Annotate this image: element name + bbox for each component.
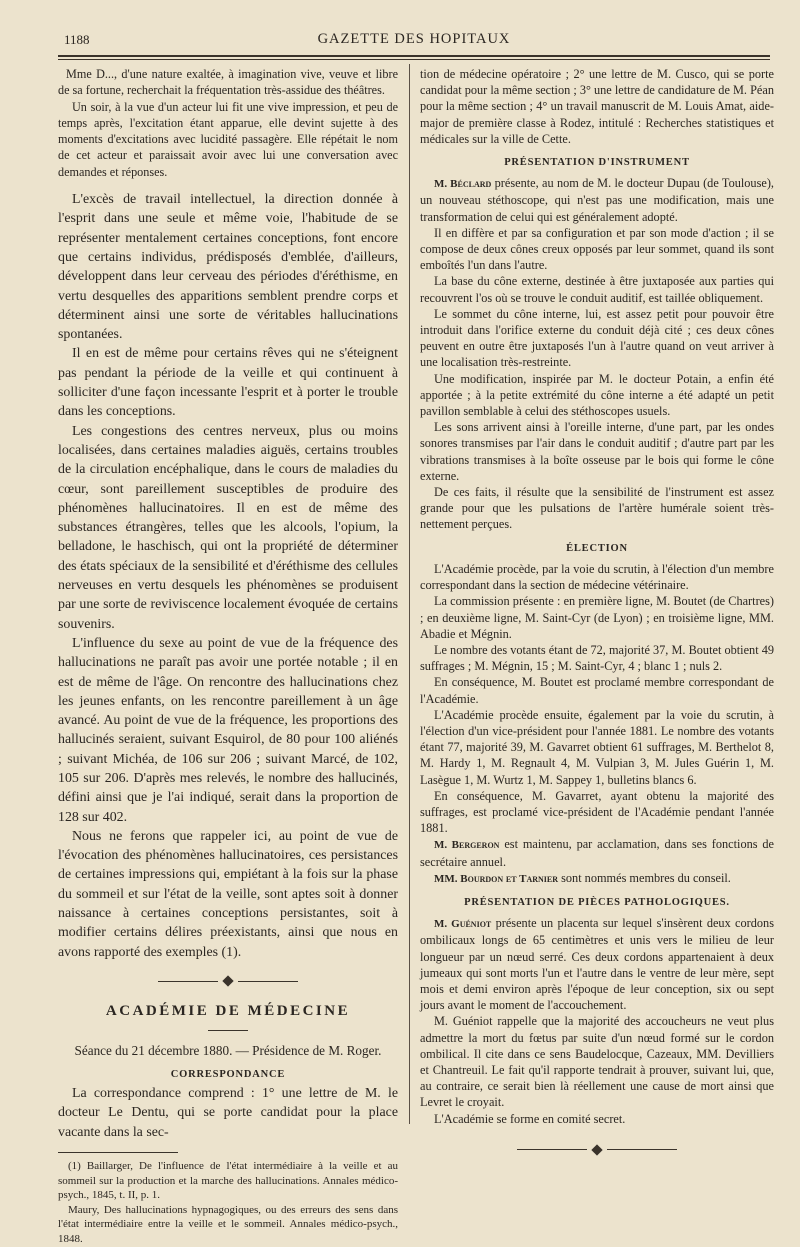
paragraph: L'excès de travail intellectuel, la direction donnée à l'esprit dans une seule et même voie, l'habitude de se représenter mentalement certaines conceptions, font encore que certains individus, prédisposés d'emblée, d'ailleurs, développent dans leur cerveau des périodes d'éréthisme, en vertu desquelles des apparitions semblent prendre corps et déterminent ainsi une sorte de véritables hallucinations spontanées. — [58, 192, 398, 343]
section-title: ACADÉMIE DE MÉDECINE — [105, 1003, 351, 1020]
paragraph: Les sons arrivent ainsi à l'oreille interne, d'une part, par les ondes sonores transmises par l'air dans le conduit auditif ; d'autre part par les vibrations transmises à la boîte osseuse par le bois qui forme le cône externe. — [420, 420, 774, 483]
paragraph: L'Académie procède ensuite, également par la voie du scrutin, à l'élection d'un vice-président pour l'année 1881. Le nombre des votants étant 77, majorité 39, M. Gavarret obtient 61 suffrages, M. Berthelot 8, M. Hardy 1, M. Regnault 4, M. Vulpian 3, M. Jules Guérin 1, M. Lasègue 1, M. Wurtz 1, M. Sappey 1, bulletins blancs 6. — [420, 707, 774, 787]
paragraph: De ces faits, il résulte que la sensibilité de l'instrument est assez grande pour que les pulsations de l'artère humérale soient très-nettement perçues. — [420, 485, 774, 532]
spacer — [58, 180, 398, 190]
main-text — [58, 190, 398, 962]
subhead-election: ÉLECTION — [566, 542, 628, 554]
paragraph: MM. Bourdon et Tarnier sont nommés membres du conseil. — [434, 870, 731, 885]
running-title: GAZETTE DES HOPITAUX — [317, 31, 511, 47]
diamond-icon — [591, 1144, 602, 1155]
paragraph: M. Béclard présente, au nom de M. le docteur Dupau (de Toulouse), un nouveau stéthoscope, qui n'est pas une modification, mais une transformation de celui qui est généralement adopté. — [420, 176, 774, 224]
paragraph: Le nombre des votants étant de 72, majorité 37, M. Boutet obtient 49 suffrages ; M. Mégnin, 15 ; M. Saint-Cyr, 4 ; blanc 1 ; nuls 2. — [420, 642, 774, 674]
speaker-name: M. Bergeron — [434, 839, 500, 852]
speaker-name: M. Guéniot — [434, 918, 492, 931]
correspondance-text — [58, 1084, 398, 1142]
page-number: 1188 — [64, 32, 90, 47]
paragraph: En conséquence, M. Boutet est proclamé membre correspondant de l'Académie. — [420, 675, 774, 706]
paragraph: La commission présente : en première ligne, M. Boutet (de Chartres) ; en deuxième ligne, M. Saint-Cyr (de Lyon) ; en troisième ligne, MM. Abadie et Mégnin. — [420, 594, 774, 641]
footnotes — [58, 1159, 398, 1247]
paragraph: Il en diffère et par sa configuration et par son mode d'action ; il se compose de deux cônes creux opposés par leur sommet, quand ils sont emboîtés l'un dans l'autre. — [420, 225, 774, 273]
footnote-rule — [58, 1152, 178, 1153]
page-header — [58, 28, 770, 52]
speaker-name: MM. Bourdon et Tarnier — [434, 872, 559, 885]
speaker-name: M. Béclard — [434, 178, 492, 191]
footnote: Maury, Des hallucinations hypnagogiques, ou des erreurs des sens dans l'état intermédiaire entre la veille et le sommeil. Annales médico-psych., 1848. — [58, 1203, 398, 1245]
column-divider — [409, 64, 410, 1124]
paragraph: La base du cône externe, destinée à être juxtaposée aux parties qui recouvrent l'os où se trouve le conduit auditif, est taillée obliquement. — [420, 274, 774, 305]
paragraph: L'Académie procède, par la voie du scrutin, à l'élection d'un membre correspondant dans la section de médecine vétérinaire. — [420, 561, 774, 593]
ornament-divider — [58, 976, 398, 985]
paragraph: En conséquence, M. Gavarret, ayant obtenu la majorité des suffrages, est proclamé vice-président de l'Académie pendant l'année 1881. — [420, 788, 774, 836]
paragraph: L'Académie se forme en comité secret. — [434, 1111, 626, 1126]
paragraph: Une modification, inspirée par M. le docteur Potain, a enfin été apportée ; à la petite extrémité du cône interne a été adapté un petit pavillon semblable à celui des stéthoscopes usuels. — [420, 371, 774, 419]
paragraph: M. Guéniot présente un placenta sur lequel s'insèrent deux cordons ombilicaux longs de 65 centimètres et unis vers le milieu de leur longueur par un nœud serré. Ces deux cordons appartenaient à deux jumeaux qui sont morts l'un et l'autre dans le ventre de leur mère, sept mois et demi environ après l'époque de leur conception, six ou sept jours avant le moment de l'accouchement. — [420, 916, 774, 1013]
right-column — [420, 66, 774, 1157]
paragraph: tion de médecine opératoire ; 2° une lettre de M. Cusco, qui se porte candidat pour la même section ; 3° une lettre de candidature de M. Péan pour la même section ; 4° un travail manuscrit de M. Louis Amat, aide-major de première classe à Rodez, intitulé : Recherches statistiques et médicales sur la ville de Cette. — [420, 67, 774, 146]
subhead-correspondance: CORRESPONDANCE — [170, 1069, 286, 1081]
title-rule — [208, 1030, 248, 1031]
paragraph: Le sommet du cône interne, lui, est assez petit pour pouvoir être introduit dans l'orifice externe du conduit déjà cité ; ces deux cônes peuvent en outre être juxtaposés l'un à l'autre quand on veut arriver à une localisation très-restreinte. — [420, 306, 774, 370]
paragraph: La correspondance comprend : 1° une lettre de M. le docteur Le Dentu, qui se porte candidat pour la place vacante dans la sec- — [58, 1086, 398, 1140]
paragraph: Un soir, à la vue d'un acteur lui fit une vive impression, et peu de temps après, l'excitation étant apparue, elle devint sujette à des moments d'excitations avec lucidité passagère. Elle répétait le nom de cet acteur et paraissait avoir avec lui une conversation avec demandes et réponses. — [58, 99, 398, 179]
seance-line: Séance du 21 décembre 1880. — Présidence de M. Roger. — [74, 1043, 382, 1059]
footnote: (1) Baillarger, De l'influence de l'état intermédiaire à la veille et au sommeil sur la production et la marche des hallucinations. Annales médico-psych., 1845, t. II, p. 1. — [58, 1160, 398, 1202]
paragraph: Mme D..., d'une nature exaltée, à imagination vive, veuve et libre de sa fortune, recherchait la fréquentation très-assidue des théâtres. — [58, 67, 398, 98]
case-report — [58, 66, 398, 180]
paragraph: L'influence du sexe au point de vue de la fréquence des hallucinations ne paraît pas avoir une portée notable ; il en est de même de l'âge. On rencontre des hallucinations chez les jeunes enfants, on les rencontre pareillement à un âge avancé. Au point de vue de la fréquence, les proportions des hallucinés seraient, suivant Esquirol, de 80 pour 100 aliénés ; suivant Michéa, de 106 sur 206 ; suivant Marcé, de 102, 105 sur 206. D'après mes relevés, le nombre des hallucinés, défini ainsi que je l'ai indiqué, serait dans la proportion de 128 sur 402. — [58, 635, 398, 825]
header-rule-thin — [58, 59, 770, 60]
paragraph: Il en est de même pour certains rêves qui ne s'éteignent pas pendant la période de la veille et qui continuent à solliciter d'une façon incessante l'esprit et à porter le trouble dans les conceptions. — [58, 346, 398, 420]
paragraph: M. Guéniot rappelle que la majorité des accoucheurs ne veut plus admettre la mort du fœtus par suite d'un nœud formé sur le cordon ombilical. Il cite dans ce sens Baudelocque, Cazeaux, MM. Devilliers et Chantreuil. Le fait qu'il rapporte tendrait à prouver, suivant lui, que, au contraire, ce serait bien là réellement une cause de mort ainsi que Levret le croyait. — [420, 1014, 774, 1110]
subhead-pieces: PRÉSENTATION DE PIÈCES PATHOLOGIQUES. — [464, 896, 730, 908]
left-column — [58, 66, 398, 1247]
diamond-icon — [222, 975, 233, 986]
subhead-instrument: PRÉSENTATION D'INSTRUMENT — [504, 157, 690, 169]
header-rule-thick — [58, 55, 770, 57]
paragraph: Nous ne ferons que rappeler ici, au point de vue de l'évocation des phénomènes hallucinatoires, ces persistances de certaines impressions qui, empiétant à la fois sur la phase du sommeil et sur l'état de la veille, sont aptes soit à donner naissance à certaines conceptions persistantes, soit à modifier certains délires préexistants, ainsi que nous en avons rapporté des exemples (1). — [58, 828, 398, 960]
paragraph: M. Bergeron est maintenu, par acclamation, dans ses fonctions de secrétaire annuel. — [420, 837, 775, 869]
paragraph: Les congestions des centres nerveux, plus ou moins localisées, dans certaines maladies aiguës, certains troubles de la circulation encéphalique, dans le cours de maladies du cœur, sont pareillement susceptibles de produire des phénomènes hallucinatoires. Il en est de même des substances étrangères, telles que les alcools, l'opium, la belladone, le haschisch, qui ont la propriété de déterminer des états spéciaux de la sensibilité et d'éréthisme des cellules nerveuses en vertu desquels les phénomènes se produisent par une sorte de reviviscence localement évoquée de certains souvenirs. — [58, 423, 398, 632]
